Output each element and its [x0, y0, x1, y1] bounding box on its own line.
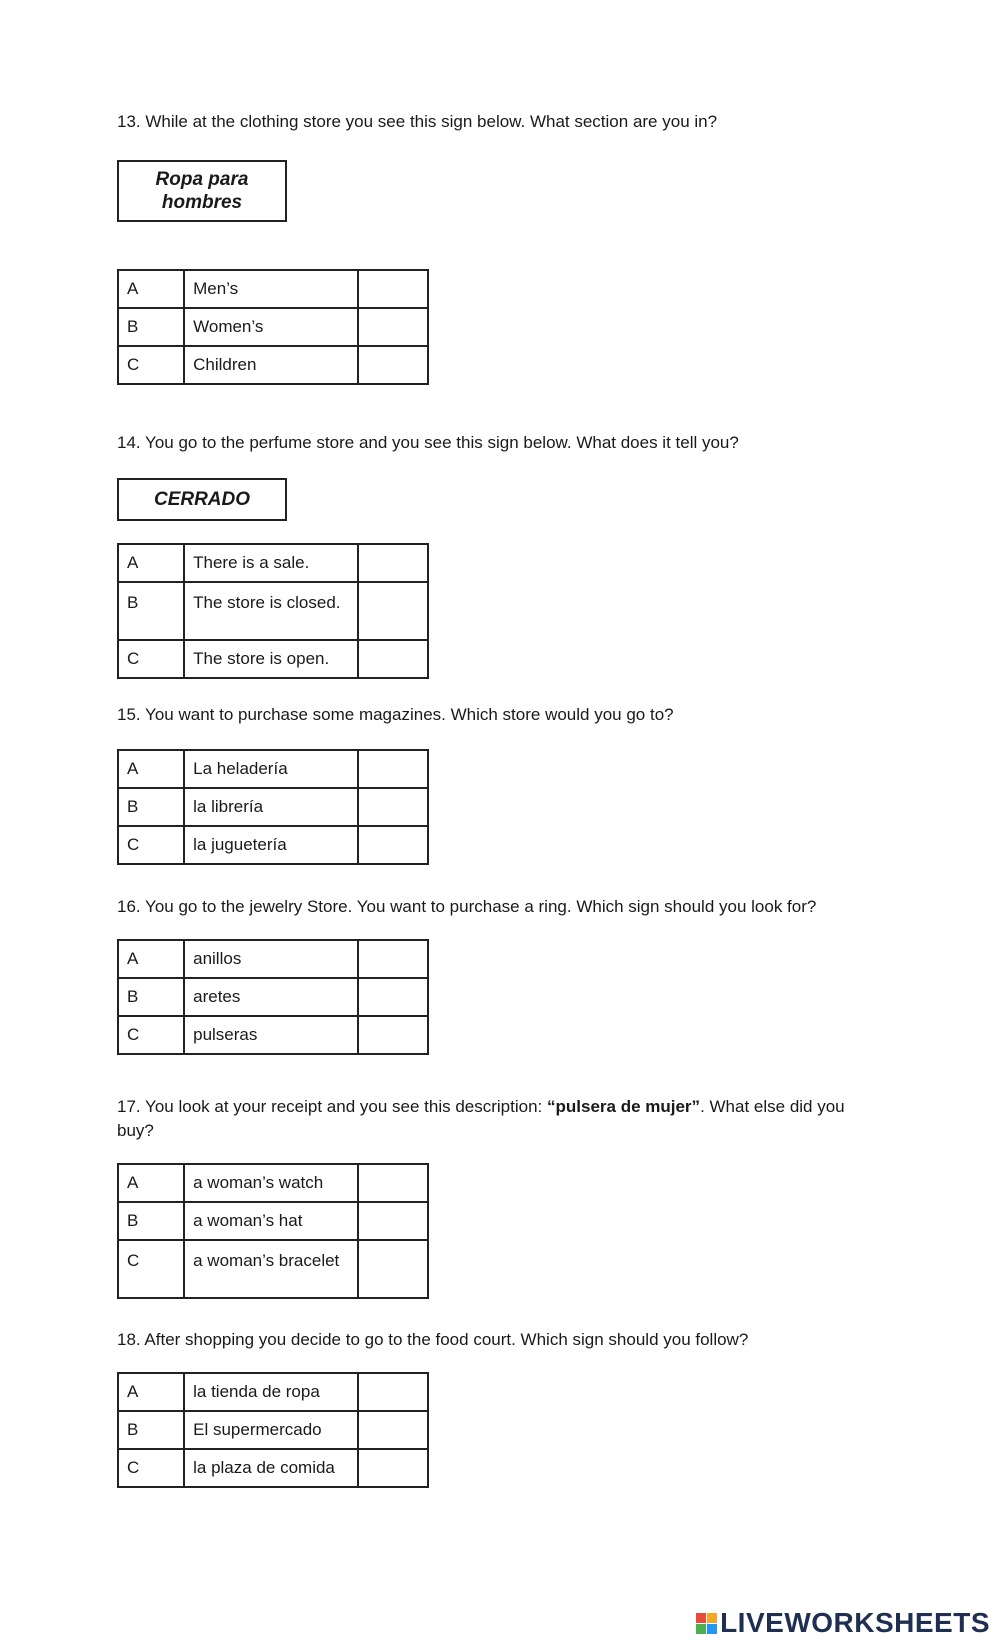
- question-15-prompt: 15. You want to purchase some magazines. Which store would you go to?: [117, 705, 674, 724]
- option-text: a woman’s watch: [184, 1164, 358, 1202]
- option-text: La heladería: [184, 750, 358, 788]
- answer-box[interactable]: [358, 1240, 428, 1298]
- option-row: [118, 750, 428, 788]
- answer-box[interactable]: [358, 978, 428, 1016]
- logo-square: [696, 1624, 706, 1634]
- prompt-text: 17. You look at your receipt and you see this description:: [117, 1097, 547, 1116]
- question-18-options: [117, 1372, 429, 1488]
- answer-box[interactable]: [358, 1164, 428, 1202]
- answer-box[interactable]: [358, 940, 428, 978]
- option-text: la plaza de comida: [184, 1449, 358, 1487]
- question-13-options: [117, 269, 429, 385]
- option-text: a woman’s bracelet: [184, 1240, 358, 1298]
- answer-box[interactable]: [358, 346, 428, 384]
- option-text: aretes: [184, 978, 358, 1016]
- option-letter: C: [118, 640, 184, 678]
- option-letter: A: [118, 270, 184, 308]
- option-row: [118, 346, 428, 384]
- sign-ropa-para-hombres: [117, 160, 287, 222]
- sign-line: CERRADO: [153, 489, 251, 510]
- option-row: [118, 308, 428, 346]
- logo-square: [707, 1624, 717, 1634]
- option-letter: C: [118, 1016, 184, 1054]
- receipt-description: “pulsera de mujer”: [547, 1097, 701, 1116]
- option-text: Men’s: [184, 270, 358, 308]
- answer-box[interactable]: [358, 1411, 428, 1449]
- liveworksheets-icon: [696, 1613, 717, 1634]
- option-letter: A: [118, 940, 184, 978]
- option-text: El supermercado: [184, 1411, 358, 1449]
- answer-box[interactable]: [358, 750, 428, 788]
- question-13-prompt: 13. While at the clothing store you see this sign below. What section are you in?: [117, 112, 718, 131]
- option-letter: A: [118, 1164, 184, 1202]
- question-18-prompt: 18. After shopping you decide to go to the food court. Which sign should you follow?: [117, 1330, 749, 1349]
- option-text: Children: [184, 346, 358, 384]
- option-letter: B: [118, 1202, 184, 1240]
- option-letter: A: [118, 750, 184, 788]
- option-row: [118, 1016, 428, 1054]
- option-row: [118, 788, 428, 826]
- answer-box[interactable]: [358, 640, 428, 678]
- option-letter: A: [118, 1373, 184, 1411]
- option-letter: A: [118, 544, 184, 582]
- option-text: anillos: [184, 940, 358, 978]
- sign-line: hombres: [161, 192, 243, 213]
- option-row: [118, 270, 428, 308]
- option-text: The store is open.: [184, 640, 358, 678]
- option-row: [118, 826, 428, 864]
- option-letter: B: [118, 582, 184, 640]
- option-text: la librería: [184, 788, 358, 826]
- option-row: [118, 978, 428, 1016]
- answer-box[interactable]: [358, 582, 428, 640]
- logo-square: [696, 1613, 706, 1623]
- answer-box[interactable]: [358, 1016, 428, 1054]
- question-16-options: [117, 939, 429, 1055]
- option-letter: B: [118, 1411, 184, 1449]
- answer-box[interactable]: [358, 270, 428, 308]
- sign-cerrado: [117, 478, 287, 521]
- option-letter: C: [118, 826, 184, 864]
- option-text: Women’s: [184, 308, 358, 346]
- answer-box[interactable]: [358, 1373, 428, 1411]
- answer-box[interactable]: [358, 544, 428, 582]
- answer-box[interactable]: [358, 1449, 428, 1487]
- question-14-options: [117, 543, 429, 679]
- option-text: There is a sale.: [184, 544, 358, 582]
- option-row: [118, 940, 428, 978]
- answer-box[interactable]: [358, 788, 428, 826]
- question-17-prompt: [117, 1095, 877, 1143]
- option-text: a woman’s hat: [184, 1202, 358, 1240]
- logo-square: [707, 1613, 717, 1623]
- option-letter: C: [118, 1240, 184, 1298]
- sign-line: Ropa para: [155, 169, 249, 190]
- question-17-options: [117, 1163, 429, 1299]
- answer-box[interactable]: [358, 1202, 428, 1240]
- liveworksheets-logo[interactable]: [696, 1607, 990, 1639]
- question-16-prompt: 16. You go to the jewelry Store. You want to purchase a ring. Which sign should you look for?: [117, 897, 817, 916]
- option-row: [118, 1164, 428, 1202]
- option-letter: C: [118, 1449, 184, 1487]
- option-text: la tienda de ropa: [184, 1373, 358, 1411]
- option-row: [118, 1449, 428, 1487]
- option-text: pulseras: [184, 1016, 358, 1054]
- question-14-prompt: 14. You go to the perfume store and you see this sign below. What does it tell you?: [117, 433, 739, 452]
- option-text: la juguetería: [184, 826, 358, 864]
- option-row: [118, 1202, 428, 1240]
- option-row: [118, 1411, 428, 1449]
- liveworksheets-wordmark: LIVEWORKSHEETS: [720, 1607, 990, 1638]
- question-15-options: [117, 749, 429, 865]
- option-letter: B: [118, 978, 184, 1016]
- option-letter: B: [118, 308, 184, 346]
- option-row: [118, 544, 428, 582]
- option-letter: B: [118, 788, 184, 826]
- option-row: [118, 1373, 428, 1411]
- option-row: [118, 1240, 428, 1298]
- option-row: [118, 582, 428, 640]
- answer-box[interactable]: [358, 826, 428, 864]
- answer-box[interactable]: [358, 308, 428, 346]
- option-letter: C: [118, 346, 184, 384]
- prompt-text: . What else did you buy?: [117, 1097, 845, 1140]
- option-row: [118, 640, 428, 678]
- option-text: The store is closed.: [184, 582, 358, 640]
